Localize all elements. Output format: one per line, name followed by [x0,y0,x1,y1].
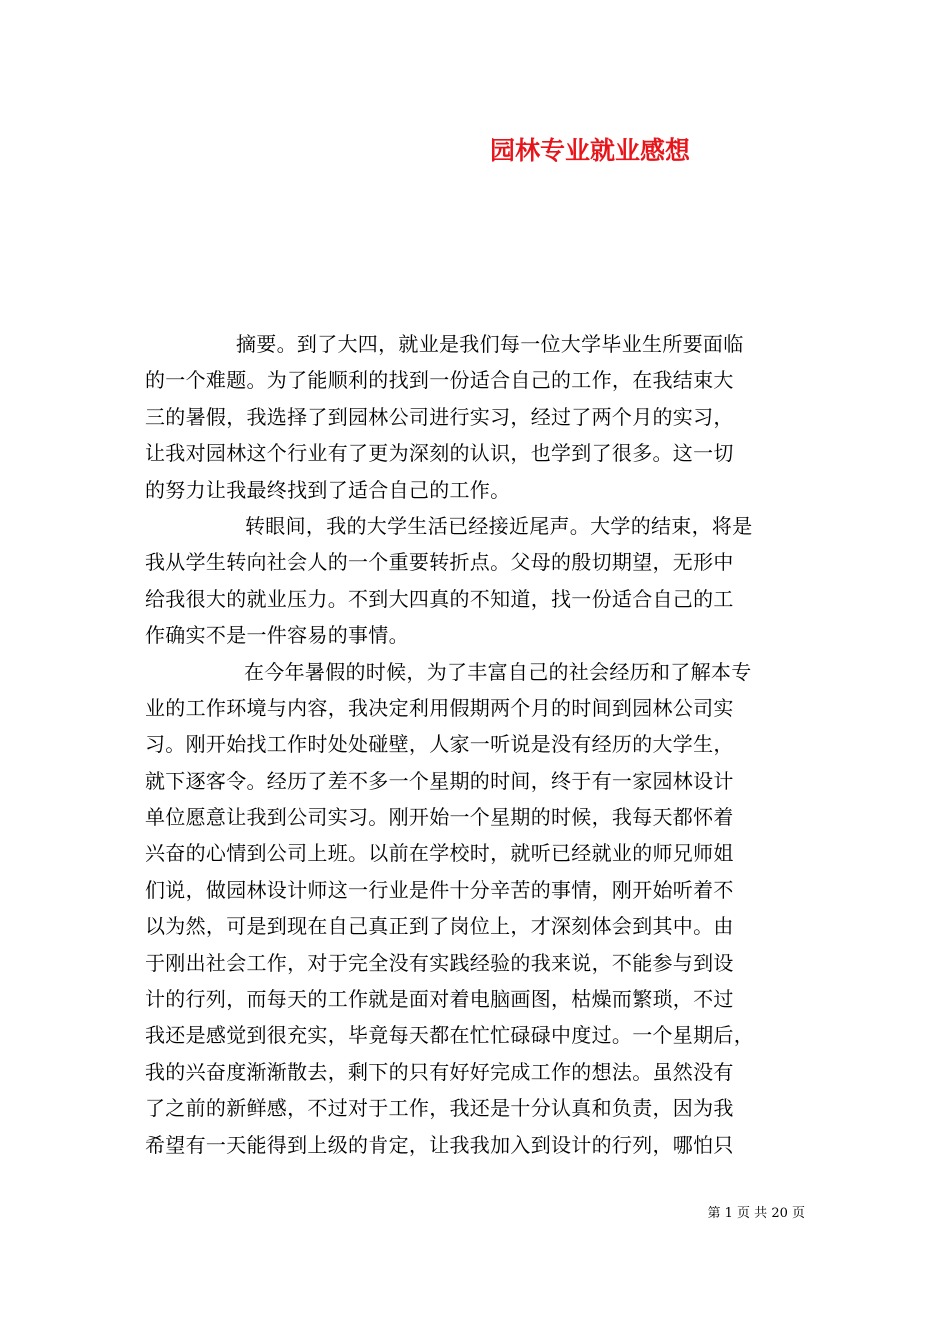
text-line: 兴奋的心情到公司上班。以前在学校时，就听已经就业的师兄师姐 [145,841,734,866]
paragraph-intro [145,508,810,654]
text-line: 三的暑假，我选择了到园林公司进行实习，经过了两个月的实习， [145,404,734,429]
text-line: 我的兴奋度渐渐散去，剩下的只有好好完成工作的想法。虽然没有 [145,1059,734,1084]
text-line: 以为然，可是到现在自己真正到了岗位上，才深刻体会到其中。由 [145,914,734,939]
text-line: 习。刚开始找工作时处处碰壁，人家一听说是没有经历的大学生， [145,732,734,757]
document-body [145,326,810,1163]
text-line: 们说，做园林设计师这一行业是件十分辛苦的事情，刚开始听着不 [145,877,734,902]
text-line: 摘要。到了大四，就业是我们每一位大学毕业生所要面临 [236,332,744,356]
text-line: 在今年暑假的时候，为了丰富自己的社会经历和了解本专 [244,659,752,684]
paragraph-internship [145,654,810,1163]
text-line: 于刚出社会工作，对于完全没有实践经验的我来说，不能参与到设 [145,950,734,975]
text-line: 的一个难题。为了能顺利的找到一份适合自己的工作，在我结束大 [145,368,734,393]
text-line: 我从学生转向社会人的一个重要转折点。父母的殷切期望，无形中 [145,550,734,575]
text-line: 转眼间，我的大学生活已经接近尾声。大学的结束，将是 [245,513,753,538]
text-line: 的努力让我最终找到了适合自己的工作。 [145,477,511,502]
text-line: 作确实不是一件容易的事情。 [145,623,409,648]
text-line: 业的工作环境与内容，我决定利用假期两个月的时间到园林公司实 [145,695,734,720]
paragraph-abstract [145,326,810,508]
text-line: 希望有一天能得到上级的肯定，让我我加入到设计的行列，哪怕只 [145,1132,734,1157]
text-line: 了之前的新鲜感，不过对于工作，我还是十分认真和负责，因为我 [145,1096,734,1121]
page-title: 园林专业就业感想 [490,136,691,165]
text-line: 我还是感觉到很充实，毕竟每天都在忙忙碌碌中度过。一个星期后， [145,1023,754,1048]
text-line: 计的行列，而每天的工作就是面对着电脑画图，枯燥而繁琐，不过 [145,987,734,1012]
text-line: 单位愿意让我到公司实习。刚开始一个星期的时候，我每天都怀着 [145,805,734,830]
text-line: 给我很大的就业压力。不到大四真的不知道，找一份适合自己的工 [145,586,734,611]
text-line: 就下逐客令。经历了差不多一个星期的时间，终于有一家园林设计 [145,768,734,793]
page-number-footer: 第 1 页 共 20 页 [707,1206,805,1221]
text-line: 让我对园林这个行业有了更为深刻的认识，也学到了很多。这一切 [145,441,734,466]
